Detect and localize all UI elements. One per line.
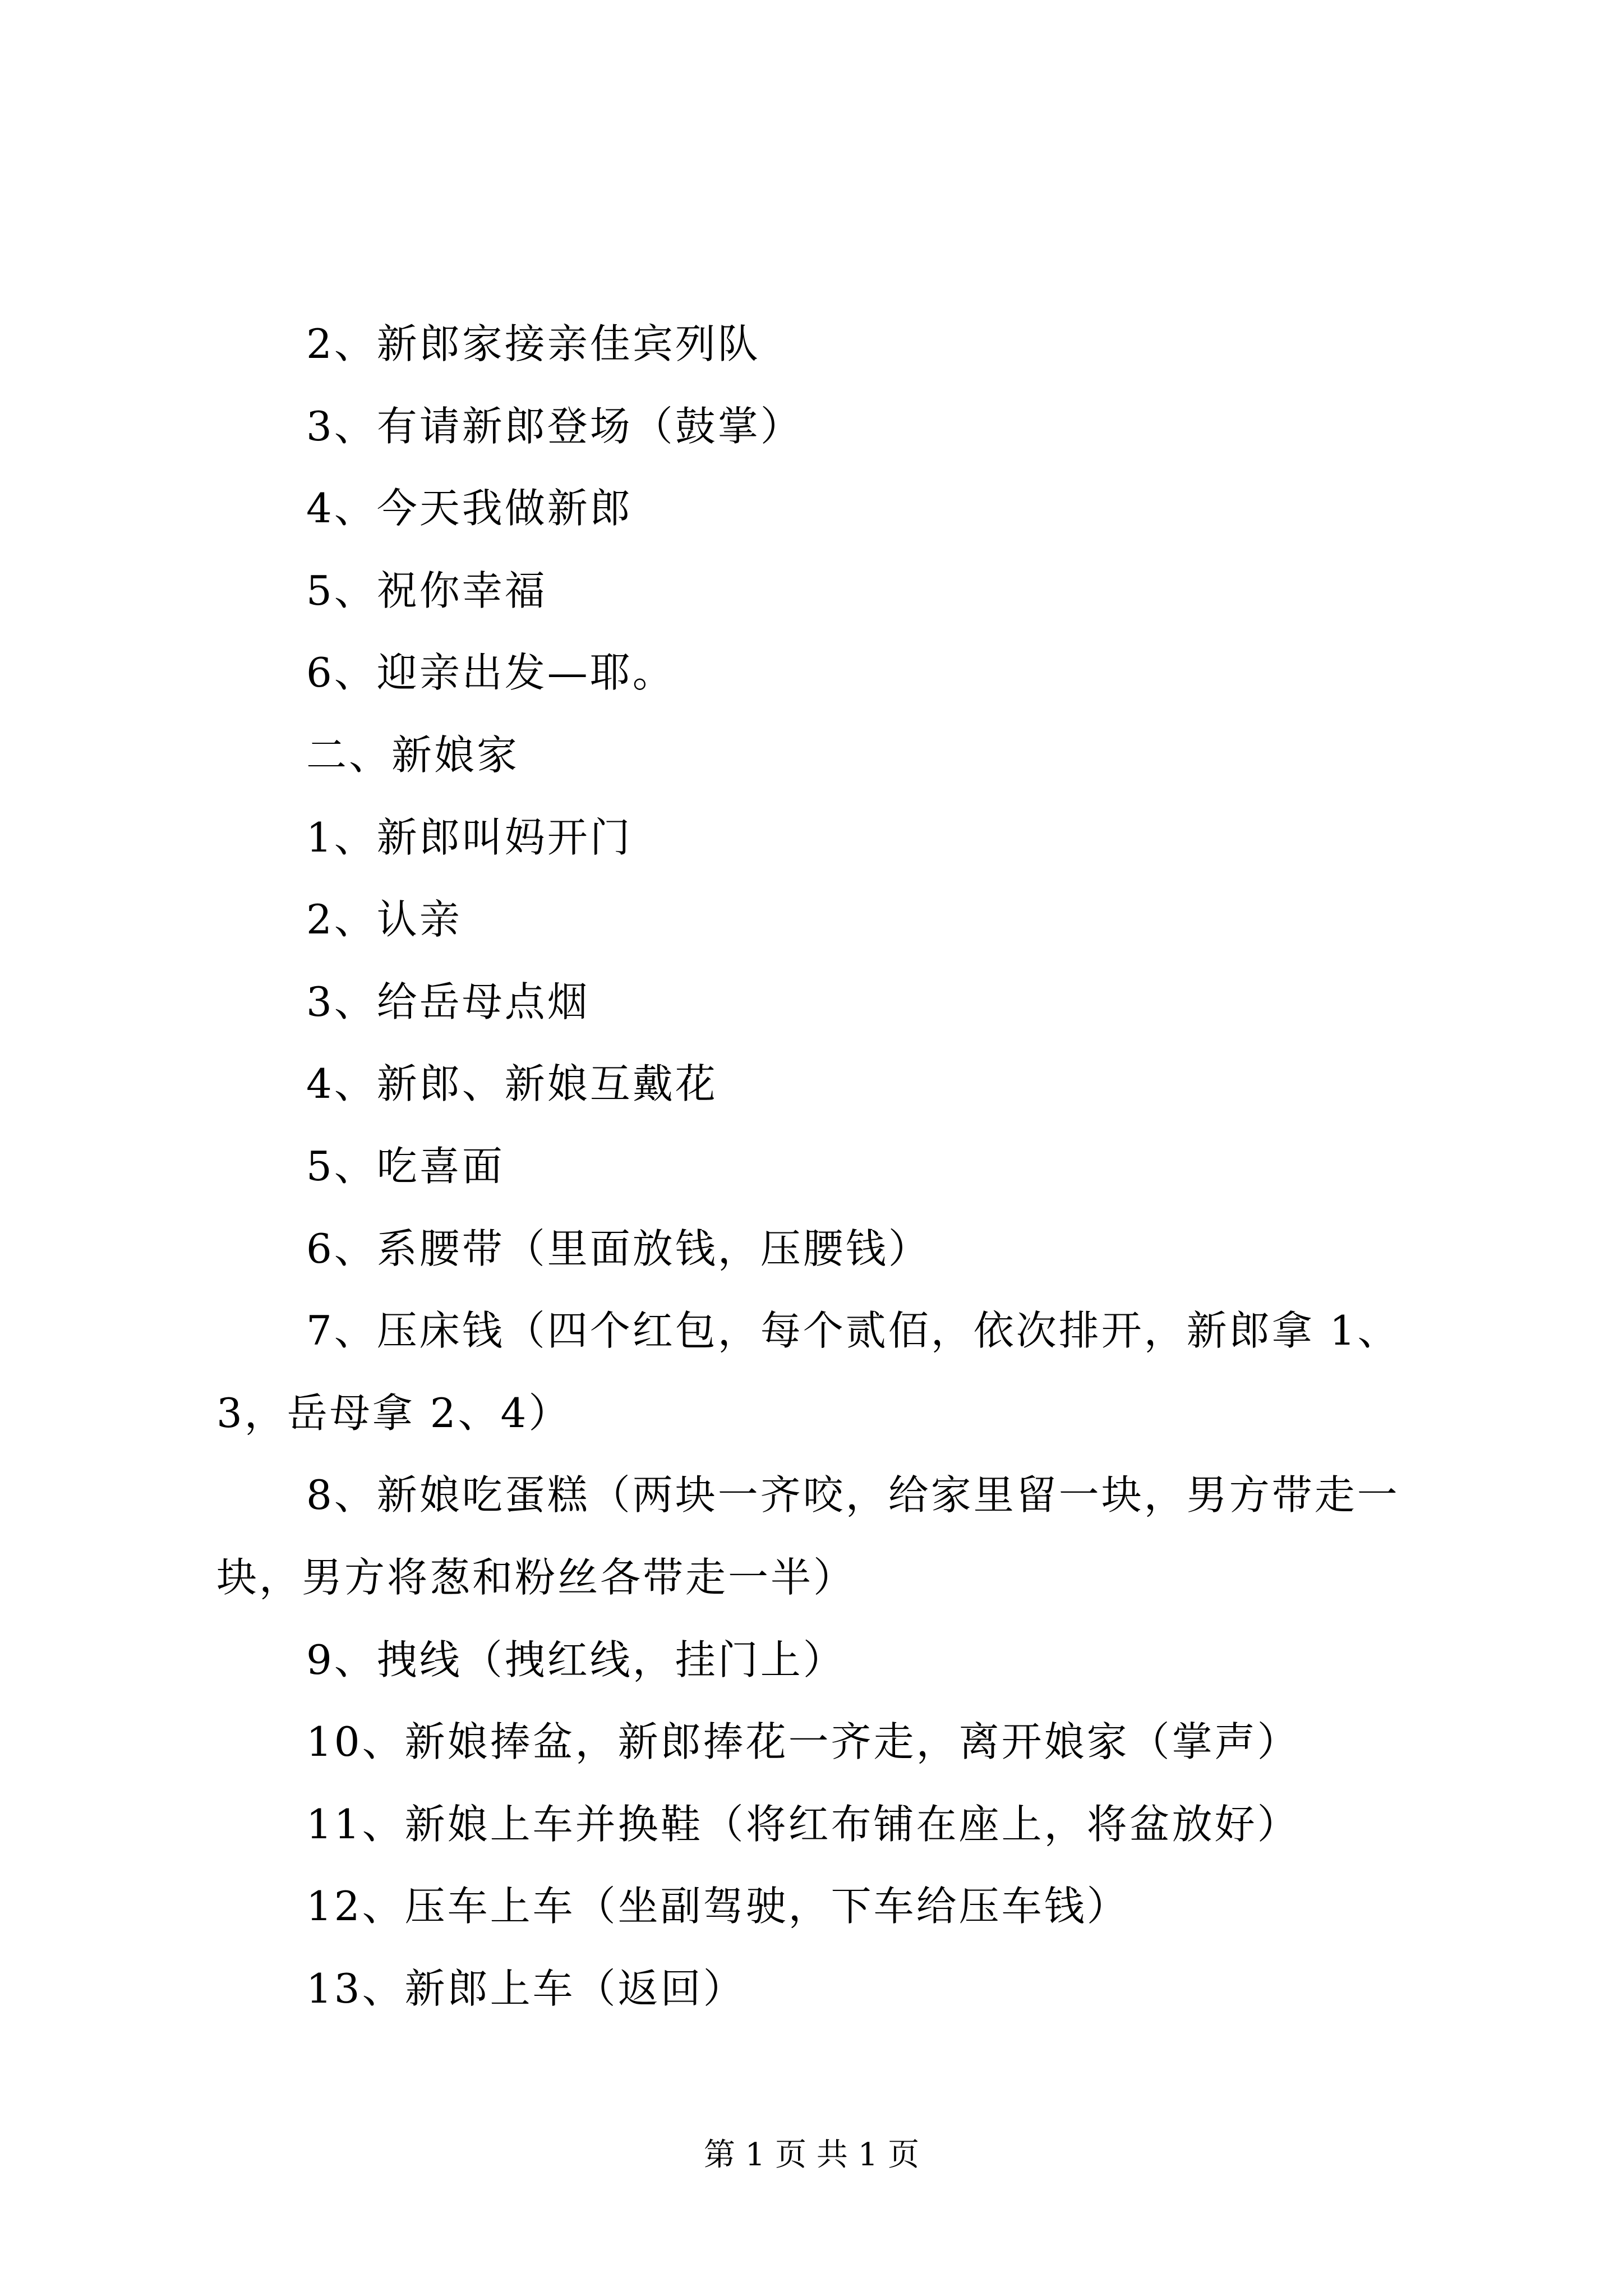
list-item: 10、新娘捧盆，新郎捧花一齐走，离开娘家（掌声） <box>306 1718 1300 1766</box>
page-number-footer: 第 1 页 共 1 页 <box>703 2137 920 2173</box>
list-item: 2、新郎家接亲佳宾列队 <box>306 320 760 367</box>
list-item: 5、祝你幸福 <box>306 567 547 614</box>
list-item: 1、新郎叫妈开门 <box>306 813 633 861</box>
list-item: 3、有请新郎登场（鼓掌） <box>306 402 803 450</box>
list-item: 7、压床钱（四个红包，每个贰佰，依次排开，新郎拿 1、 <box>306 1307 1400 1355</box>
list-item: 6、系腰带（里面放钱，压腰钱） <box>306 1225 931 1272</box>
list-item: 3、给岳母点烟 <box>306 978 590 1025</box>
list-item: 4、新郎、新娘互戴花 <box>306 1060 718 1108</box>
section-heading: 二、新娘家 <box>306 731 520 779</box>
list-item: 8、新娘吃蛋糕（两块一齐咬，给家里留一块，男方带走一 <box>306 1471 1400 1519</box>
list-item: 6、迎亲出发—耶。 <box>306 649 675 697</box>
list-item: 13、新郎上车（返回） <box>306 1964 746 2012</box>
list-item-continuation: 块，男方将葱和粉丝各带走一半） <box>216 1553 856 1601</box>
list-item: 2、认亲 <box>306 896 462 944</box>
list-item: 11、新娘上车并换鞋（将红布铺在座上，将盆放好） <box>306 1800 1300 1848</box>
list-item: 12、压车上车（坐副驾驶，下车给压车钱） <box>306 1883 1129 1930</box>
list-item: 9、拽线（拽红线，挂门上） <box>306 1636 846 1683</box>
document-body <box>216 303 1433 2030</box>
list-item-continuation: 3，岳母拿 2、4） <box>216 1389 571 1437</box>
list-item: 4、今天我做新郎 <box>306 485 633 532</box>
list-item: 5、吃喜面 <box>306 1142 505 1190</box>
